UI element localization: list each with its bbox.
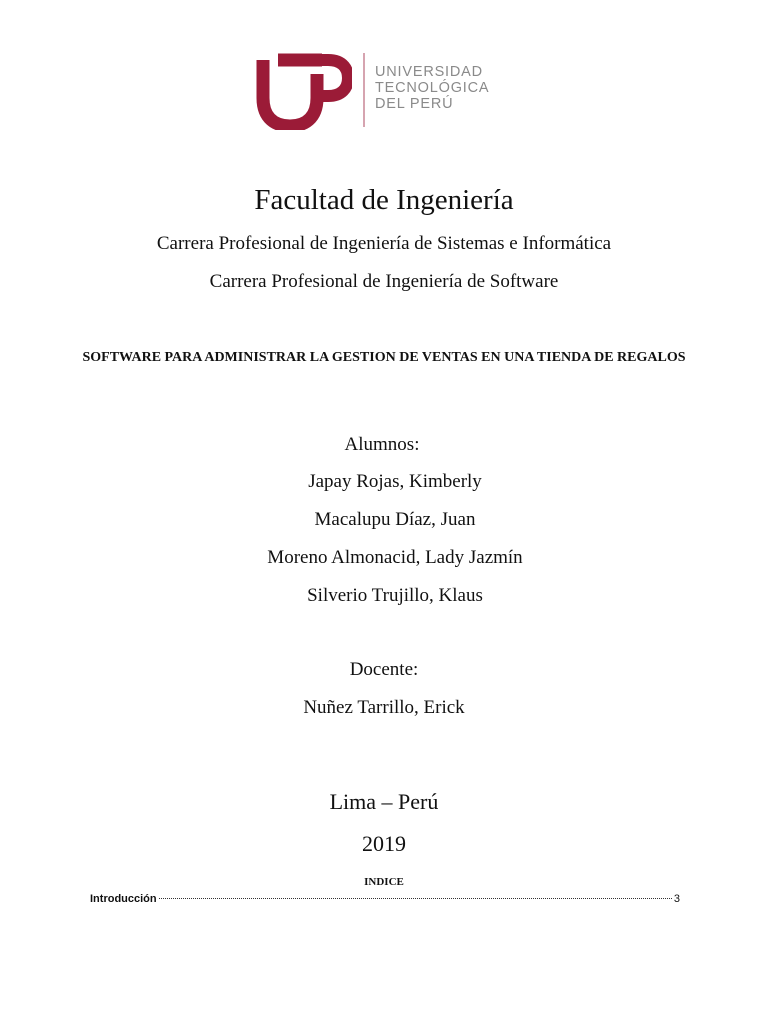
index-title: INDICE xyxy=(364,876,404,888)
university-name-line-2: TECNOLÓGICA xyxy=(375,80,490,96)
career-software: Carrera Profesional de Ingeniería de Software xyxy=(209,271,559,292)
students-label: Alumnos: xyxy=(344,434,420,455)
university-logo xyxy=(256,50,516,130)
university-name-line-3: DEL PERÚ xyxy=(375,96,454,112)
student-name: Japay Rojas, Kimberly xyxy=(308,471,482,492)
student-name: Macalupu Díaz, Juan xyxy=(314,509,476,530)
toc-entry-page[interactable]: 3 xyxy=(673,893,680,905)
logo-u-shape xyxy=(263,60,317,126)
logo-divider xyxy=(363,53,365,127)
toc-leader-dots xyxy=(159,898,672,899)
toc-entry[interactable] xyxy=(90,892,680,906)
career-systems: Carrera Profesional de Ingeniería de Sistemas e Informática xyxy=(156,233,612,254)
city: Lima – Perú xyxy=(329,789,439,814)
university-name-line-1: UNIVERSIDAD xyxy=(375,64,483,80)
student-name: Moreno Almonacid, Lady Jazmín xyxy=(267,547,523,568)
year: 2019 xyxy=(362,831,406,856)
project-title: SOFTWARE PARA ADMINISTRAR LA GESTION DE VENTAS EN UNA TIENDA DE REGALOS xyxy=(82,350,686,365)
university-name xyxy=(375,64,489,112)
teacher-label: Docente: xyxy=(349,659,419,680)
student-name: Silverio Trujillo, Klaus xyxy=(307,585,483,606)
teacher-name: Nuñez Tarrillo, Erick xyxy=(303,697,465,718)
faculty-title: Facultad de Ingeniería xyxy=(254,184,514,216)
toc-entry-label[interactable]: Introducción xyxy=(90,893,157,905)
utp-logo-icon xyxy=(256,50,352,130)
